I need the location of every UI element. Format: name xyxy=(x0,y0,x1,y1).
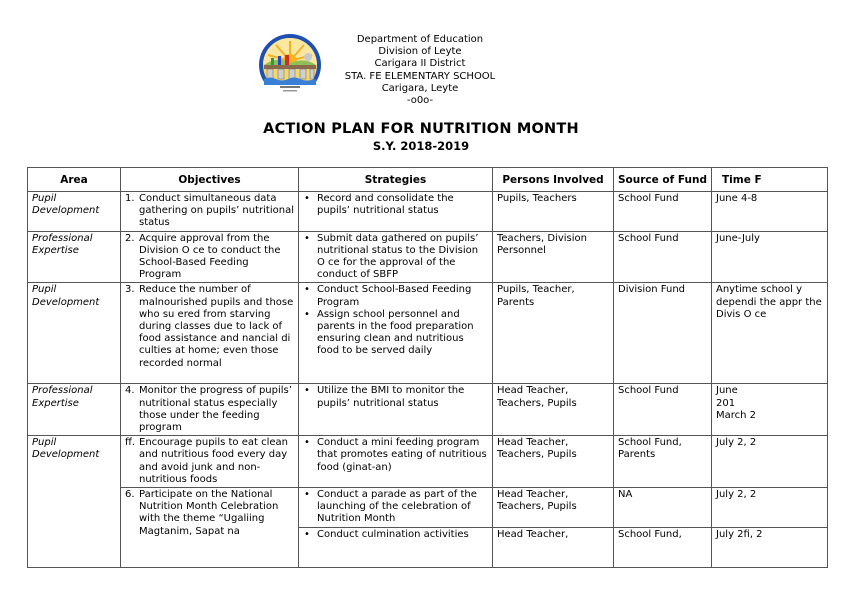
objective-number: 3. xyxy=(125,284,135,296)
objective-text: Acquire approval from the Division O ce to conduct the School-Based Feeding Program xyxy=(139,232,281,281)
cell-area: Professional Expertise xyxy=(28,384,121,436)
cell-objective xyxy=(121,436,299,488)
column-header-fund: Source of Fund xyxy=(614,168,712,192)
cell-objective xyxy=(121,488,299,568)
letterhead-district: Carigara II District xyxy=(374,58,466,70)
time-text: June 201 March 2 xyxy=(716,385,757,421)
objective-number: 6. xyxy=(125,489,135,501)
strategy-item: • Record and consolidate the pupils’ nutritional status xyxy=(304,193,454,217)
cell-persons: Head Teacher, Teachers, Pupils xyxy=(493,488,614,528)
cell-time: July 2fi, 2 xyxy=(712,528,828,568)
cell-time: June-July xyxy=(712,231,828,283)
objective-text: Encourage pupils to eat clean and nutritious food every day and avoid junk and non-nutritious foods xyxy=(139,437,288,485)
letterhead-location: Carigara, Leyte xyxy=(381,82,459,94)
table-row xyxy=(28,192,828,232)
bullet-icon: • xyxy=(304,437,310,449)
cell-fund: Division Fund xyxy=(614,283,712,384)
letterhead-department: Department of Education xyxy=(356,34,484,45)
cell-area: Professional Expertise xyxy=(28,231,121,283)
column-header-persons: Persons Involved xyxy=(493,168,614,192)
cell-persons: Head Teacher, Teachers, Pupils xyxy=(493,436,614,488)
letterhead xyxy=(330,34,510,107)
objective-text: Participate on the National Nutrition Month Celebration with the theme “Ugaliing Magtanim, Sapat na xyxy=(139,489,279,537)
cell-objective xyxy=(121,192,299,232)
objective-text: Conduct simultaneous data gathering on pupils’ nutritional status xyxy=(139,193,294,229)
column-header-area: Area xyxy=(28,168,121,192)
objective-text: Reduce the number of malnourished pupils and those who su ered from starving during classes due to lack of food assistance and nancial di culties at home; even those recorded normal xyxy=(139,284,294,369)
letterhead-separator: -o0o- xyxy=(406,95,434,107)
bullet-icon: • xyxy=(304,489,310,501)
strategy-item: • Submit data gathered on pupils’ nutritional status to the Division O ce for the approval of the conduct of SBFP xyxy=(304,232,479,281)
cell-fund: School Fund, xyxy=(614,528,712,568)
objective-number: 2. xyxy=(125,232,135,244)
cell-area: Pupil Development xyxy=(28,436,121,488)
cell-area: Pupil Development xyxy=(28,283,121,384)
strategy-item: • Conduct a mini feeding program that promotes eating of nutritious food (ginat-an) xyxy=(304,437,487,473)
letterhead-division: Division of Leyte xyxy=(378,46,462,58)
cell-strategies xyxy=(299,231,493,283)
strategy-item: • Utilize the BMI to monitor the pupils’ nutritional status xyxy=(304,385,465,409)
table-row xyxy=(28,488,828,528)
cell-time: July 2, 2 xyxy=(712,488,828,528)
objective-text: Monitor the progress of pupils’ nutritional status especially those under the feeding program xyxy=(139,385,292,434)
cell-strategies xyxy=(299,283,493,384)
action-plan-table-container xyxy=(27,167,822,541)
cell-time: Anytime school y dependi the appr the Divis O ce xyxy=(712,283,828,384)
cell-strategies xyxy=(299,436,493,488)
objective-number: 1. xyxy=(125,193,135,204)
column-header-objectives: Objectives xyxy=(121,168,299,192)
bullet-icon: • xyxy=(304,529,310,541)
bullet-icon: • xyxy=(304,308,310,320)
school-year: S.Y. 2018-2019 xyxy=(372,139,470,153)
objective-number: ff. xyxy=(125,437,136,449)
cell-fund: School Fund xyxy=(614,231,712,283)
cell-time xyxy=(712,384,828,436)
cell-strategies xyxy=(299,384,493,436)
school-seal-logo xyxy=(258,33,322,97)
cell-persons: Teachers, Division Personnel xyxy=(493,231,614,283)
bullet-icon: • xyxy=(304,385,310,397)
cell-time: July 2, 2 xyxy=(712,436,828,488)
cell-time: June 4-8 xyxy=(712,192,828,232)
strategy-item: • Conduct School-Based Feeding Program xyxy=(304,284,472,308)
cell-fund: School Fund, Parents xyxy=(614,436,712,488)
cell-objective xyxy=(121,283,299,384)
cell-fund: School Fund xyxy=(614,192,712,232)
strategy-item: • Assign school personnel and parents in the food preparation ensuring clean and nutritious food to be served daily xyxy=(304,308,474,357)
cell-strategies xyxy=(299,488,493,528)
table-header-row xyxy=(28,168,828,192)
cell-persons: Head Teacher, Teachers, Pupils xyxy=(493,384,614,436)
letterhead-school: STA. FE ELEMENTARY SCHOOL xyxy=(344,70,496,82)
cell-fund: NA xyxy=(614,488,712,528)
table-row xyxy=(28,231,828,283)
cell-strategies xyxy=(299,192,493,232)
cell-persons: Pupils, Teacher, Parents xyxy=(493,283,614,384)
strategy-item: • Conduct culmination activities xyxy=(304,529,469,541)
table-row xyxy=(28,384,828,436)
cell-persons: Head Teacher, xyxy=(493,528,614,568)
column-header-strategies: Strategies xyxy=(299,168,493,192)
cell-objective xyxy=(121,231,299,283)
strategy-item: • Conduct a parade as part of the launching of the celebration of Nutrition Month xyxy=(304,489,477,525)
column-header-time: Time F xyxy=(712,168,828,192)
document-title: ACTION PLAN FOR NUTRITION MONTH xyxy=(263,121,579,137)
cell-strategies xyxy=(299,528,493,568)
bullet-icon: • xyxy=(304,232,310,244)
cell-area xyxy=(28,488,121,568)
bullet-icon: • xyxy=(304,284,310,296)
cell-objective xyxy=(121,384,299,436)
cell-area: Pupil Development xyxy=(28,192,121,232)
table-row xyxy=(28,283,828,384)
action-plan-table xyxy=(27,167,828,568)
objective-number: 4. xyxy=(125,385,135,397)
cell-persons: Pupils, Teachers xyxy=(493,192,614,232)
table-row xyxy=(28,436,828,488)
cell-fund: School Fund xyxy=(614,384,712,436)
bullet-icon: • xyxy=(304,193,310,204)
